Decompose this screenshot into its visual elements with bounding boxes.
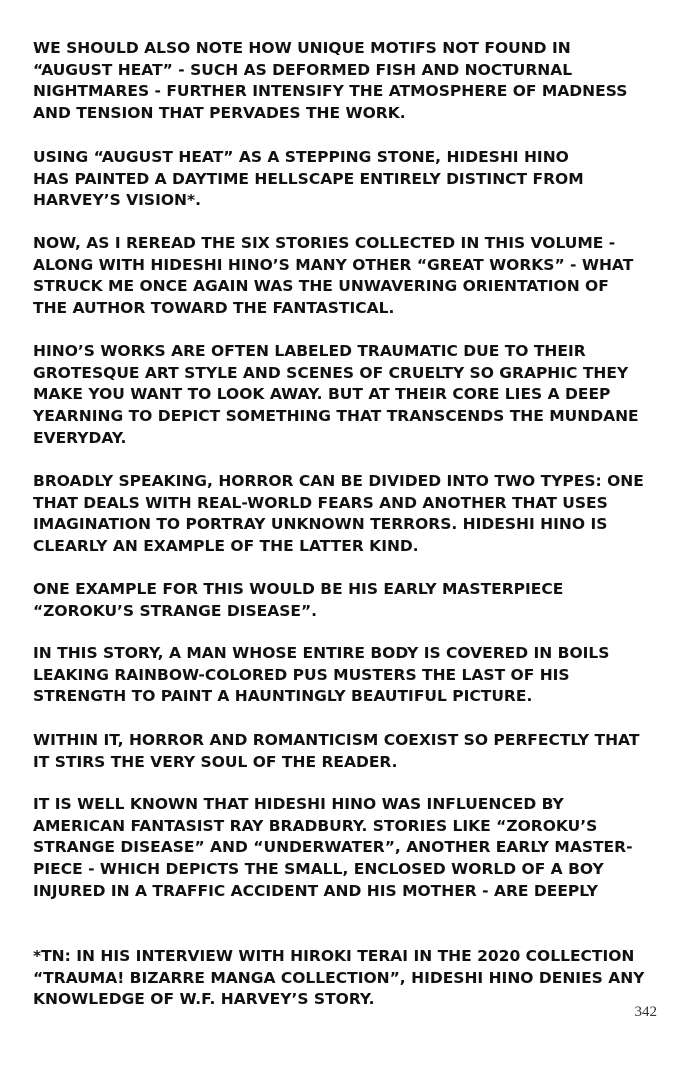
text-line: USING “AUGUST HEAT” AS A STEPPING STONE, HIDESHI HINO	[33, 148, 569, 166]
text-line: PIECE - WHICH DEPICTS THE SMALL, ENCLOSED WORLD OF A BOY	[33, 860, 604, 879]
paragraph-two-types	[33, 471, 663, 558]
text-line: THAT DEALS WITH REAL-WORLD FEARS AND ANOTHER THAT USES	[33, 493, 608, 512]
paragraph-reread	[33, 233, 663, 320]
text-line: “ZOROKU’S STRANGE DISEASE”.	[33, 601, 318, 620]
text-line: IT STIRS THE VERY SOUL OF THE READER.	[33, 752, 398, 771]
text-line: HINO’S WORKS ARE OFTEN LABELED TRAUMATIC DUE TO THEIR	[33, 342, 586, 360]
text-line: THE AUTHOR TOWARD THE FANTASTICAL.	[33, 299, 395, 318]
text-line: NIGHTMARES - FURTHER INTENSIFY THE ATMOSPHERE OF MADNESS	[33, 82, 628, 101]
text-line: CLEARLY AN EXAMPLE OF THE LATTER KIND.	[33, 537, 419, 556]
text-line: STRANGE DISEASE” AND “UNDERWATER”, ANOTHER EARLY MASTER-	[33, 838, 633, 857]
paragraph-traumatic	[33, 341, 663, 450]
text-line: IMAGINATION TO PORTRAY UNKNOWN TERRORS. HIDESHI HINO IS	[33, 515, 608, 534]
text-line: YEARNING TO DEPICT SOMETHING THAT TRANSCENDS THE MUNDANE	[33, 407, 639, 426]
text-line: “AUGUST HEAT” - SUCH AS DEFORMED FISH AND NOCTURNAL	[33, 60, 573, 79]
paragraph-unique-motifs	[33, 38, 663, 125]
text-line: HARVEY’S VISION*.	[33, 191, 201, 210]
page-number: 342	[634, 1004, 657, 1020]
text-line: BROADLY SPEAKING, HORROR CAN BE DIVIDED INTO TWO TYPES: ONE	[33, 472, 644, 490]
text-line: WE SHOULD ALSO NOTE HOW UNIQUE MOTIFS NOT FOUND IN	[33, 39, 571, 57]
text-line: WITHIN IT, HORROR AND ROMANTICISM COEXIST SO PERFECTLY THAT	[33, 731, 640, 749]
text-line: HAS PAINTED A DAYTIME HELLSCAPE ENTIRELY DISTINCT FROM	[33, 169, 584, 188]
text-line: AMERICAN FANTASIST RAY BRADBURY. STORIES LIKE “ZOROKU’S	[33, 816, 598, 835]
text-line: *TN: IN HIS INTERVIEW WITH HIROKI TERAI IN THE 2020 COLLECTION	[33, 947, 635, 965]
text-line: ALONG WITH HIDESHI HINO’S MANY OTHER “GREAT WORKS” - WHAT	[33, 255, 634, 274]
text-line: AND TENSION THAT PERVADES THE WORK.	[33, 104, 406, 123]
paragraph-stepping-stone	[33, 147, 663, 212]
text-line: GROTESQUE ART STYLE AND SCENES OF CRUELTY SO GRAPHIC THEY	[33, 363, 629, 382]
text-line: MAKE YOU WANT TO LOOK AWAY. BUT AT THEIR CORE LIES A DEEP	[33, 385, 611, 404]
text-line: KNOWLEDGE OF W.F. HARVEY’S STORY.	[33, 990, 375, 1009]
text-line: STRUCK ME ONCE AGAIN WAS THE UNWAVERING ORIENTATION OF	[33, 277, 609, 296]
paragraph-masterpiece	[33, 579, 663, 622]
text-line: IT IS WELL KNOWN THAT HIDESHI HINO WAS INFLUENCED BY	[33, 795, 564, 813]
text-line: EVERYDAY.	[33, 428, 127, 447]
paragraph-romanticism	[33, 730, 663, 773]
text-line: STRENGTH TO PAINT A HAUNTINGLY BEAUTIFUL PICTURE.	[33, 687, 533, 706]
translator-footnote	[33, 946, 663, 1011]
paragraph-this-story	[33, 643, 663, 708]
text-line: NOW, AS I REREAD THE SIX STORIES COLLECTED IN THIS VOLUME -	[33, 234, 616, 252]
text-line: INJURED IN A TRAFFIC ACCIDENT AND HIS MOTHER - ARE DEEPLY	[33, 881, 598, 900]
text-line: LEAKING RAINBOW-COLORED PUS MUSTERS THE LAST OF HIS	[33, 665, 570, 684]
text-line: IN THIS STORY, A MAN WHOSE ENTIRE BODY IS COVERED IN BOILS	[33, 644, 610, 662]
paragraph-bradbury	[33, 794, 663, 903]
text-line: “TRAUMA! BIZARRE MANGA COLLECTION”, HIDESHI HINO DENIES ANY	[33, 968, 645, 987]
text-line: ONE EXAMPLE FOR THIS WOULD BE HIS EARLY MASTERPIECE	[33, 580, 564, 598]
